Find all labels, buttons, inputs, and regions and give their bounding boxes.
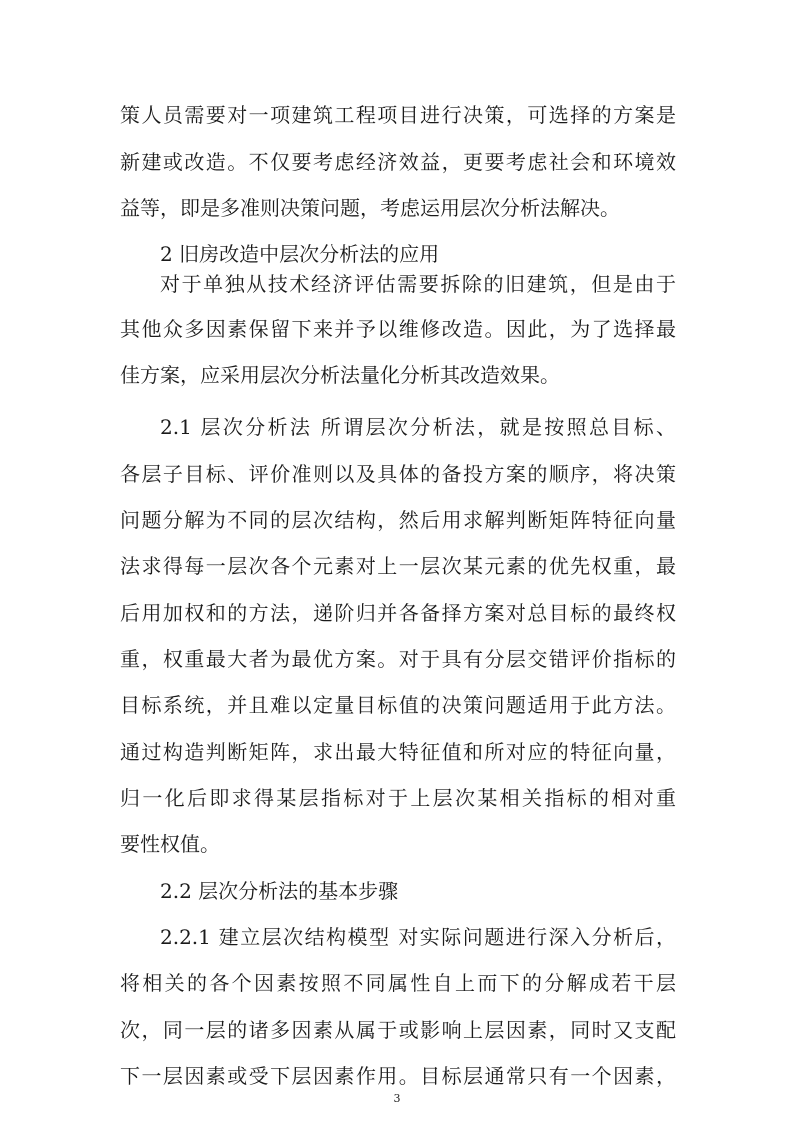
paragraph-line: 佳方案，应采用层次分析法量化分析其改造效果。: [120, 363, 560, 387]
paragraph-line: 其他众多因素保留下来并予以维修改造。因此，为了选择最: [120, 317, 676, 341]
paragraph-line: 问题分解为不同的层次结构，然后用求解判断矩阵特征向量: [120, 508, 676, 532]
paragraph-line: 下一层因素或受下层因素作用。目标层通常只有一个因素，: [120, 1064, 676, 1088]
paragraph-line: 次，同一层的诸多因素从属于或影响上层因素，同时又支配: [120, 1018, 676, 1042]
paragraph-line: 法求得每一层次各个元素对上一层次某元素的优先权重，最: [120, 554, 676, 578]
paragraph-line: 将相关的各个因素按照不同属性自上而下的分解成若干层: [120, 971, 676, 995]
paragraph-line: 归一化后即求得某层指标对于上层次某相关指标的相对重: [120, 786, 676, 810]
paragraph-line: 后用加权和的方法，递阶归并各备择方案对总目标的最终权: [120, 601, 676, 625]
paragraph-line: 2.1 层次分析法 所谓层次分析法，就是按照总目标、: [160, 415, 676, 439]
paragraph-line: 各层子目标、评价准则以及具体的备投方案的顺序，将决策: [120, 462, 676, 486]
section-heading: 2 旧房改造中层次分析法的应用: [160, 242, 440, 266]
paragraph-line: 要性权值。: [120, 832, 220, 856]
paragraph-line: 对于单独从技术经济评估需要拆除的旧建筑，但是由于: [160, 272, 676, 296]
paragraph-line: 新建或改造。不仅要考虑经济效益，更要考虑社会和环境效: [120, 150, 676, 174]
paragraph-line: 益等，即是多准则决策问题，考虑运用层次分析法解决。: [120, 196, 620, 220]
paragraph-line: 通过构造判断矩阵，求出最大特征值和所对应的特征向量，: [120, 740, 676, 764]
paragraph-line: 目标系统，并且难以定量目标值的决策问题适用于此方法。: [120, 693, 676, 717]
page-number: 3: [393, 1092, 401, 1105]
paragraph-line: 2.2.1 建立层次结构模型 对实际问题进行深入分析后，: [160, 925, 676, 949]
paragraph-line: 策人员需要对一项建筑工程项目进行决策，可选择的方案是: [120, 103, 676, 127]
section-heading: 2.2 层次分析法的基本步骤: [160, 879, 399, 903]
paragraph-line: 重，权重最大者为最优方案。对于具有分层交错评价指标的: [120, 647, 676, 671]
